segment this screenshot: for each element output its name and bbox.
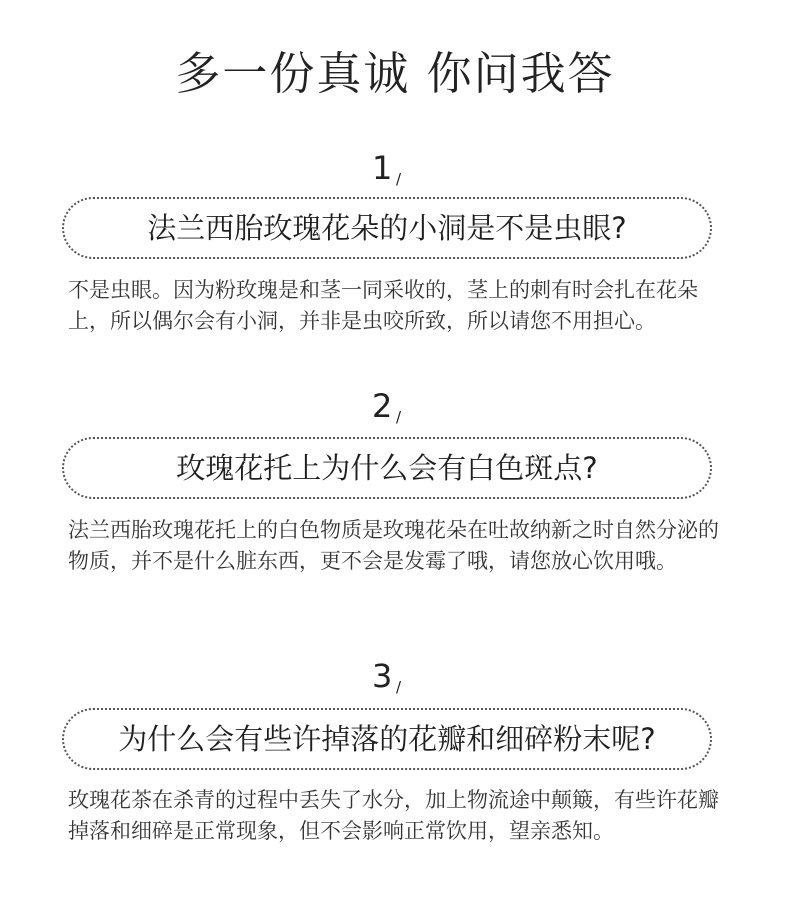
answer-text-2: 法兰西胎玫瑰花托上的白色物质是玫瑰花朵在吐故纳新之时自然分泌的物质，并不是什么脏东西，更不会是发霉了哦，请您放心饮用哦。 xyxy=(68,518,719,573)
question-number-slash: / xyxy=(396,170,402,188)
question-number-slash: / xyxy=(396,408,402,426)
question-number-digit: 3 xyxy=(372,657,393,695)
answer-text-3: 玫瑰花茶在杀青的过程中丢失了水分，加上物流途中颠簸，有些许花瓣掉落和细碎是正常现象，但不会影响正常饮用，望亲悉知。 xyxy=(68,788,719,843)
page-title: 多一份真诚 你问我答 xyxy=(175,47,615,100)
question-text: 玫瑰花托上为什么会有白色斑点? xyxy=(176,451,598,485)
question-text: 法兰西胎玫瑰花朵的小洞是不是虫眼? xyxy=(147,211,627,245)
question-number-digit: 2 xyxy=(372,387,393,425)
question-number-slash: / xyxy=(396,678,402,696)
question-box-2 xyxy=(62,437,712,499)
question-text: 为什么会有些许掉落的花瓣和细碎粉末呢? xyxy=(118,722,656,756)
answer-text-1: 不是虫眼。因为粉玫瑰是和茎一同采收的，茎上的刺有时会扎在花朵上，所以偶尔会有小洞，并非是虫咬所致，所以请您不用担心。 xyxy=(68,278,698,333)
question-number-2 xyxy=(372,386,432,432)
question-number-1 xyxy=(372,148,432,194)
question-box-3 xyxy=(62,708,712,770)
question-number-3 xyxy=(372,656,432,702)
question-number-digit: 1 xyxy=(372,149,393,187)
question-box-1 xyxy=(62,197,712,259)
